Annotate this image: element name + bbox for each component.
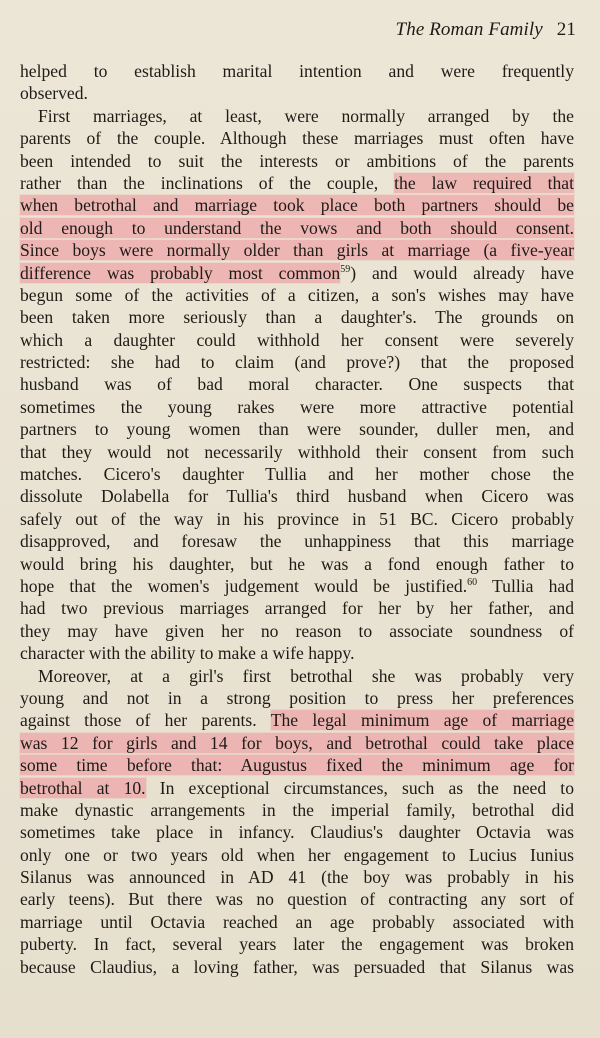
text-run: Silanus was announced in AD 41 (the boy was probably in his (20, 867, 574, 888)
text-run: character with the ability to make a wife happy. (20, 643, 355, 664)
text-run: Tullia had (477, 575, 575, 596)
highlighted-text: The legal minimum age of marriage (270, 710, 574, 731)
text-line (20, 441, 574, 463)
text-line (20, 620, 574, 642)
text-run: been taken more seriously than a daughter's. The grounds on (20, 307, 574, 328)
highlighted-text: was 12 for girls and 14 for boys, and betrothal could take place (20, 732, 574, 753)
text-line (20, 82, 574, 104)
text-line (20, 799, 574, 821)
text-run: ) and would already have (350, 262, 574, 283)
text-run: sometimes take place in infancy. Claudius's daughter Octavia was (20, 822, 574, 843)
text-line (20, 911, 574, 933)
text-line (20, 60, 574, 82)
text-run: First marriages, at least, were normally arranged by the (38, 105, 574, 126)
text-line (20, 172, 574, 194)
text-run: because Claudius, a loving father, was persuaded that Silanus was (20, 956, 574, 977)
highlighted-text: the law required that (394, 172, 574, 193)
text-run: marriage until Octavia reached an age probably associated with (20, 911, 574, 932)
text-line (20, 754, 574, 776)
text-run: parents of the couple. Although these marriages must often have (20, 128, 574, 149)
text-line (20, 777, 574, 799)
text-run: sometimes the young rakes were more attractive potential (20, 396, 574, 417)
text-line (20, 485, 574, 507)
running-head (20, 14, 576, 46)
text-line (20, 933, 574, 955)
highlighted-text: Since boys were normally older than girls at marriage (a five-year (20, 240, 574, 261)
text-line (20, 396, 574, 418)
text-run: make dynastic arrangements in the imperial family, betrothal did (20, 799, 574, 820)
text-line (20, 642, 574, 664)
text-line (20, 508, 574, 530)
text-line (20, 418, 574, 440)
text-run: that they would not necessarily withhold their consent from such (20, 441, 574, 462)
text-run: dissolute Dolabella for Tullia's third husband when Cicero was (20, 486, 574, 507)
text-line (20, 351, 574, 373)
highlighted-text: difference was probably most common (20, 262, 341, 283)
text-line (20, 866, 574, 888)
text-line (20, 329, 574, 351)
text-run: would bring his daughter, but he was a fond enough father to (20, 553, 574, 574)
text-run: disapproved, and foresaw the unhappiness that this marriage (20, 531, 574, 552)
text-run: young and not in a strong position to press her preferences (20, 687, 574, 708)
text-line (20, 262, 574, 284)
text-line (20, 597, 574, 619)
text-run: begun some of the activities of a citizen, a son's wishes may have (20, 284, 574, 305)
text-line (20, 956, 574, 978)
text-line (20, 105, 574, 127)
highlighted-text: some time before that: Augustus fixed the minimum age for (20, 755, 574, 776)
text-run: against those of her parents. (20, 710, 271, 731)
text-line (20, 530, 574, 552)
text-run: they may have given her no reason to associate soundness of (20, 620, 574, 641)
text-run: helped to establish marital intention and were frequently (20, 61, 574, 81)
text-run: only one or two years old when her engagement to Lucius Iunius (20, 844, 574, 865)
text-line (20, 150, 574, 172)
text-line (20, 888, 574, 910)
text-run: early teens). But there was no question of contracting any sort of (20, 889, 574, 910)
text-line (20, 194, 574, 216)
text-line (20, 821, 574, 843)
text-run: matches. Cicero's daughter Tullia and her mother chose the (20, 464, 574, 485)
text-run: had two previous marriages arranged for her by her father, and (20, 598, 574, 619)
running-head-title: The Roman Family (395, 19, 543, 40)
highlighted-text: when betrothal and marriage took place both partners should be (20, 195, 574, 216)
page-number: 21 (556, 19, 576, 40)
text-run: puberty. In fact, several years later the engagement was broken (20, 934, 574, 955)
text-run: been intended to suit the interests or ambitions of the parents (20, 150, 574, 171)
footnote-marker: 60 (467, 576, 478, 588)
text-line (20, 463, 574, 485)
text-run: hope that the women's judgement would be justified. (20, 575, 468, 596)
text-line (20, 373, 574, 395)
text-run: husband was of bad moral character. One suspects that (20, 374, 574, 395)
text-run: restricted: she had to claim (and prove?) that the proposed (20, 352, 574, 373)
text-line (20, 239, 574, 261)
text-line (20, 844, 574, 866)
highlighted-text: old enough to understand the vows and both should consent. (20, 217, 574, 238)
text-line (20, 306, 574, 328)
text-line (20, 709, 574, 731)
body-text (20, 60, 574, 978)
text-line (20, 665, 574, 687)
text-line (20, 732, 574, 754)
highlighted-text: betrothal at 10. (20, 777, 146, 798)
text-line (20, 687, 574, 709)
text-run: partners to young women than were sounder, duller men, and (20, 419, 574, 440)
text-run: rather than the inclinations of the couple, (20, 172, 395, 193)
text-run: which a daughter could withhold her consent were severely (20, 329, 574, 350)
text-run: safely out of the way in his province in 51 BC. Cicero probably (20, 508, 574, 529)
text-line (20, 575, 574, 597)
footnote-marker: 59 (340, 263, 351, 275)
text-run: In exceptional circumstances, such as the need to (145, 777, 574, 798)
text-line (20, 217, 574, 239)
text-line (20, 284, 574, 306)
text-line (20, 127, 574, 149)
text-run: observed. (20, 83, 88, 104)
text-run: Moreover, at a girl's first betrothal she was probably very (38, 665, 574, 686)
text-line (20, 553, 574, 575)
